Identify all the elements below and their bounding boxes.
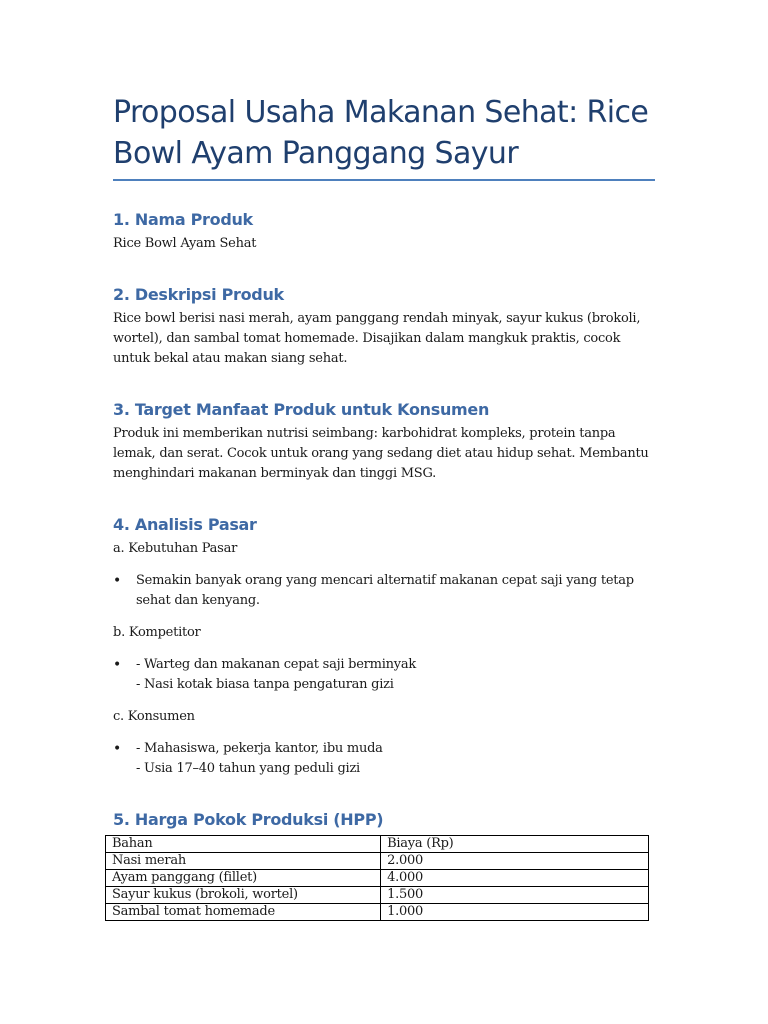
hpp-table <box>105 835 649 921</box>
nama-produk-text: Rice Bowl Ayam Sehat <box>113 236 257 251</box>
kompetitor-list <box>113 655 655 695</box>
table-row <box>106 870 649 887</box>
document-page <box>113 92 655 779</box>
konsumen-line-1: - Mahasiswa, pekerja kantor, ibu muda <box>136 741 383 756</box>
kompetitor-line-1: - Warteg dan makanan cepat saji berminyak <box>136 657 416 672</box>
table-header-bahan: Bahan <box>106 836 381 853</box>
kebutuhan-pasar-text: Semakin banyak orang yang mencari alternatif makanan cepat saji yang tetap sehat dan kenyang. <box>136 573 634 608</box>
section-heading-target-manfaat: 3. Target Manfaat Produk untuk Konsumen <box>113 400 490 419</box>
table-header-row <box>106 836 649 853</box>
bullet-icon: • <box>113 657 122 673</box>
table-cell-biaya: 1.500 <box>381 887 649 904</box>
table-row <box>106 904 649 921</box>
konsumen-list <box>113 739 655 779</box>
target-manfaat-text: Produk ini memberikan nutrisi seimbang: karbohidrat kompleks, protein tanpa lemak, dan serat. Cocok untuk orang yang sedang diet atau hidup sehat. Membantu menghindari makanan berminyak dan tinggi MSG. <box>113 426 649 481</box>
kompetitor-line-2: - Nasi kotak biasa tanpa pengaturan gizi <box>136 677 394 692</box>
table-cell-bahan: Sayur kukus (brokoli, wortel) <box>106 887 381 904</box>
section-heading-hpp: 5. Harga Pokok Produksi (HPP) <box>113 810 384 829</box>
title-divider <box>113 179 655 181</box>
konsumen-label: c. Konsumen <box>113 709 195 724</box>
table-cell-biaya: 4.000 <box>381 870 649 887</box>
table-cell-bahan: Ayam panggang (fillet) <box>106 870 381 887</box>
table-cell-biaya: 2.000 <box>381 853 649 870</box>
table-cell-bahan: Sambal tomat homemade <box>106 904 381 921</box>
bullet-icon: • <box>113 741 122 757</box>
section-heading-nama-produk: 1. Nama Produk <box>113 210 253 229</box>
list-item <box>113 739 655 779</box>
kompetitor-label: b. Kompetitor <box>113 625 201 640</box>
list-item <box>113 655 655 695</box>
bullet-icon: • <box>113 573 122 589</box>
list-item <box>113 571 655 611</box>
table-row <box>106 887 649 904</box>
table-cell-biaya: 1.000 <box>381 904 649 921</box>
table-cell-bahan: Nasi merah <box>106 853 381 870</box>
table-row <box>106 853 649 870</box>
section-heading-deskripsi-produk: 2. Deskripsi Produk <box>113 285 284 304</box>
document-title: Proposal Usaha Makanan Sehat: Rice Bowl Ayam Panggang Sayur <box>113 95 649 171</box>
deskripsi-produk-text: Rice bowl berisi nasi merah, ayam panggang rendah minyak, sayur kukus (brokoli, wortel), dan sambal tomat homemade. Disajikan dalam mangkuk praktis, cocok untuk bekal atau makan siang sehat. <box>113 311 641 366</box>
section-heading-analisis-pasar: 4. Analisis Pasar <box>113 515 257 534</box>
kebutuhan-pasar-list <box>113 571 655 611</box>
konsumen-line-2: - Usia 17–40 tahun yang peduli gizi <box>136 761 360 776</box>
kebutuhan-pasar-label: a. Kebutuhan Pasar <box>113 541 238 556</box>
table-header-biaya: Biaya (Rp) <box>381 836 649 853</box>
